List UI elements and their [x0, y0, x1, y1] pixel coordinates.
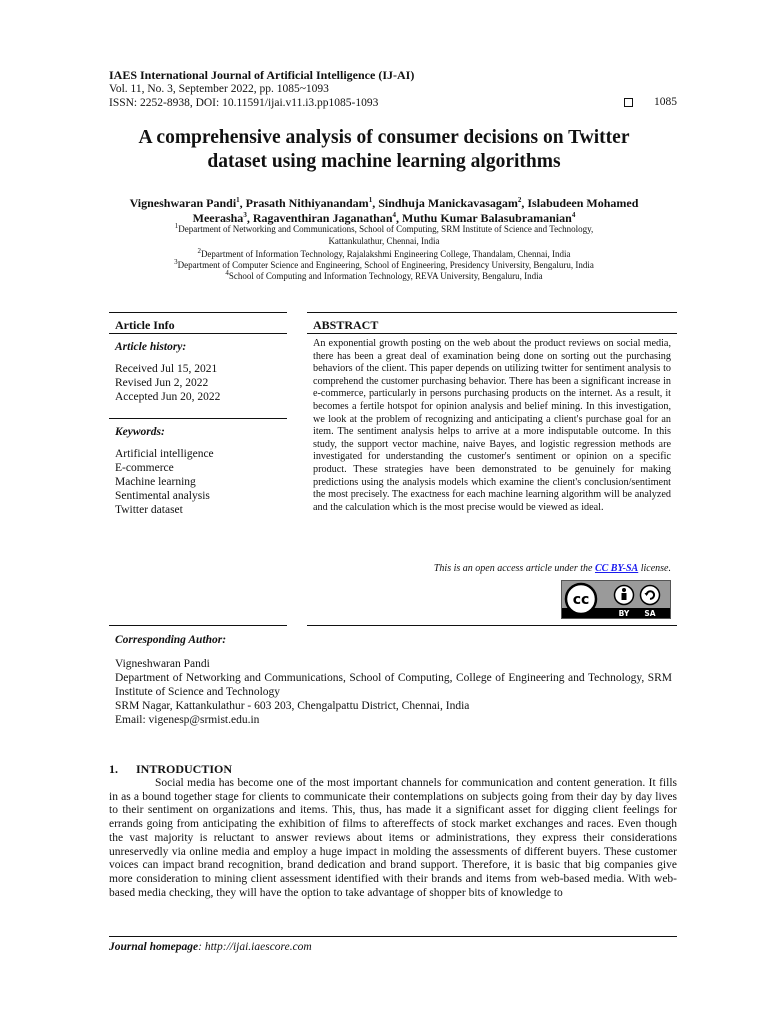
divider	[109, 312, 287, 313]
affil-text: Department of Information Technology, Rajalakshmi Engineering College, Thandalam, Chennai, India	[200, 249, 571, 259]
license-suffix: license.	[638, 563, 671, 574]
keyword-item: Artificial intelligence	[115, 448, 214, 460]
affil-sup: 3	[174, 258, 178, 266]
volume-info: Vol. 11, No. 3, September 2022, pp. 1085~1093	[109, 83, 329, 95]
title-line-1: A comprehensive analysis of consumer decisions on Twitter	[138, 127, 630, 148]
article-info-heading: Article Info	[115, 318, 175, 332]
keywords-heading: Keywords:	[115, 426, 165, 438]
affiliation-3	[100, 260, 668, 272]
author-sup: 2	[517, 196, 522, 204]
page-number: 1085	[654, 96, 677, 108]
author-name: Vigneshwaran Pandi	[129, 196, 237, 210]
affiliation-1	[100, 224, 668, 247]
revised-date: Revised Jun 2, 2022	[115, 377, 209, 389]
author-name: , Ragaventhiran Jaganathan	[246, 211, 393, 225]
journal-name: IAES International Journal of Artificial Intelligence (IJ-AI)	[109, 68, 415, 82]
corresponding-email: Email: vigenesp@srmist.edu.in	[115, 714, 260, 726]
article-history-heading: Article history:	[115, 341, 187, 353]
journal-homepage	[109, 941, 312, 953]
cc-by-sa-badge-icon[interactable]	[561, 580, 671, 619]
abstract-text: An exponential growth posting on the web about the product reviews on social media, there has been a great deal of examination being done on sorting out the purchasing behaviors of the client. This paper depends on utilizing twitter for sentiment analysis to comprehend the customer purchasing behavior. There has been a significant increase in e-commerce, particularly in persons purchasing products on the internet. As a result, it becomes a fertile hotspot for opinion analysis and belief mining. In this investigation, we look at the problem of recognizing and anticipating a client's purchase goal for an item. The sentiment analysis helps to arrive at a more indisputable outcome. In this study, the support vector machine, naive Bayes, and logistic regression methods are investigated for understanding the customer's sentiment or opinion on a specific product. These strategies have been demonstrated to be genuinely for making predictions using the analysis models which examine the client's conclusion/sentiment the most precisely. The exactness for each machine learning algorithm will be analyzed and the calculation which is the most precise would be viewed as ideal.	[313, 338, 671, 513]
footer-divider	[109, 936, 677, 937]
divider	[307, 333, 677, 334]
by-text: BY	[618, 609, 630, 618]
received-date: Received Jul 15, 2021	[115, 363, 218, 375]
author-name: , Prasath Nithiyanandam	[239, 196, 369, 210]
divider	[307, 312, 677, 313]
issn-doi: ISSN: 2252-8938, DOI: 10.11591/ijai.v11.i3.pp1085-1093	[109, 97, 379, 109]
corresponding-name: Vigneshwaran Pandi	[115, 658, 210, 670]
author-name: Meerasha	[192, 211, 244, 225]
affil-text: School of Computing and Information Technology, REVA University, Bengaluru, India	[228, 271, 543, 281]
authors	[100, 196, 668, 226]
cc-by-sa-link[interactable]: CC BY-SA	[594, 563, 639, 574]
abstract-heading: ABSTRACT	[313, 318, 379, 332]
author-name: , Sindhuja Manickavasagam	[372, 196, 518, 210]
corresponding-dept: Department of Networking and Communications, School of Computing, College of Engineering and Technology, SRM Institute of Science and Technology	[115, 672, 672, 698]
introduction-heading: 1. INTRODUCTION	[109, 762, 233, 776]
affil-text: Department of Computer Science and Engineering, School of Engineering, Presidency University, Bengaluru, India	[177, 260, 594, 270]
keyword-item: E-commerce	[115, 462, 174, 474]
cc-text: cc	[572, 592, 590, 608]
author-name: , Muthu Kumar Balasubramanian	[396, 211, 572, 225]
sa-text: SA	[644, 609, 656, 618]
accepted-date: Accepted Jun 20, 2022	[115, 391, 221, 403]
corresponding-heading: Corresponding Author:	[115, 634, 227, 646]
homepage-label: Journal homepage	[109, 941, 199, 953]
authors-line-1	[100, 196, 668, 211]
cc-badge-graphic	[562, 581, 670, 618]
affil-sup: 2	[197, 247, 201, 255]
author-sup: 3	[243, 211, 247, 219]
keyword-item: Sentimental analysis	[115, 490, 210, 502]
affil-sup: 4	[225, 269, 229, 277]
author-name: , Islabudeen Mohamed	[521, 196, 639, 210]
paper-title	[100, 126, 668, 174]
author-sup: 4	[392, 211, 396, 219]
license-prefix: This is an open access article under the	[433, 563, 595, 574]
corresponding-address: SRM Nagar, Kattankulathur - 603 203, Chengalpattu District, Chennai, India	[115, 700, 470, 712]
introduction-text: Social media has become one of the most important channels for communication and content generation. It fills in as a bound together stage for clients to communicate their contemplations on subjects going from their day by day lives to their sentiment on organizations and items. This, thus, has made it a significant asset for digging client feelings for errands going from anticipating the exhibition of films to aftereffects of stock market exchanges and races. Even though the vast majority is reluctant to answer reviews about items or administrations, they express their considerations unreservedly via online media and employ a huge impact in molding the assessments of different buyers. These customer voices can impact brand recognition, brand dedication and brand support. Therefore, it is basic that big companies give more consideration to mining client assessment identified with their brands and items from web-based media. With web-based media checking, they will have the option to take advantage of shopper bits of knowledge to	[109, 777, 677, 899]
divider	[109, 418, 287, 419]
affil-text-cont: Kattankulathur, Chennai, India	[328, 235, 440, 246]
affil-text: Department of Networking and Communications, School of Computing, SRM Institute of Science and Technology,	[178, 224, 594, 234]
title-line-2: dataset using machine learning algorithms	[207, 151, 561, 172]
corresponding-block	[115, 657, 672, 727]
homepage-url[interactable]: : http://ijai.iaescore.com	[198, 941, 312, 953]
divider	[307, 625, 677, 626]
affiliation-4	[100, 271, 668, 283]
license-note	[434, 563, 671, 574]
keyword-item: Machine learning	[115, 476, 196, 488]
author-sup: 1	[236, 196, 240, 204]
author-sup: 4	[571, 211, 576, 219]
square-icon	[624, 98, 633, 107]
divider	[109, 625, 287, 626]
author-sup: 1	[368, 196, 373, 204]
affiliation-2	[100, 249, 668, 261]
divider	[109, 333, 287, 334]
affil-sup: 1	[174, 222, 179, 230]
keyword-item: Twitter dataset	[115, 504, 183, 516]
